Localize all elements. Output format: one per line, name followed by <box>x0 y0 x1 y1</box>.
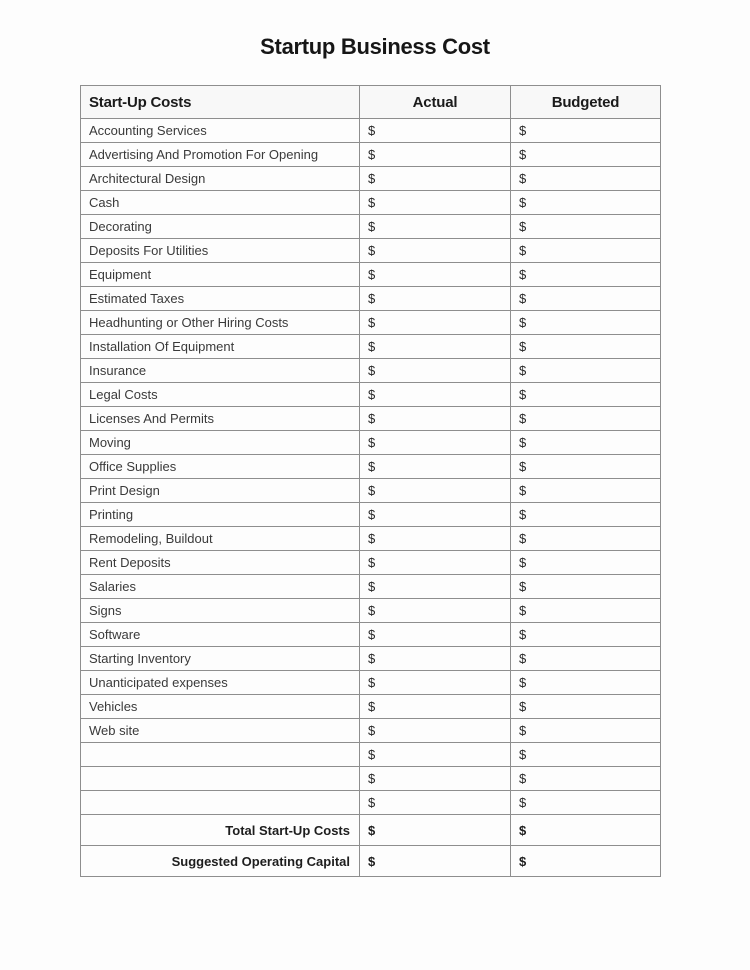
actual-amount-cell: $ <box>360 671 511 695</box>
actual-amount-cell: $ <box>360 407 511 431</box>
budgeted-amount-cell: $ <box>511 143 661 167</box>
page-title: Startup Business Cost <box>260 34 490 59</box>
budgeted-amount-cell: $ <box>511 791 661 815</box>
table-row <box>81 767 661 791</box>
cost-item-label: Printing <box>81 503 360 527</box>
table-row <box>81 383 661 407</box>
column-header-startup-costs: Start-Up Costs <box>81 86 360 119</box>
cost-item-label: Web site <box>81 719 360 743</box>
table-row <box>81 311 661 335</box>
actual-amount-cell: $ <box>360 575 511 599</box>
budgeted-amount-cell: $ <box>511 215 661 239</box>
actual-amount-cell: $ <box>360 383 511 407</box>
actual-amount-cell: $ <box>360 359 511 383</box>
cost-item-label: Licenses And Permits <box>81 407 360 431</box>
cost-rows-body <box>81 119 661 815</box>
actual-amount-cell: $ <box>360 647 511 671</box>
cost-item-label: Software <box>81 623 360 647</box>
actual-amount-cell: $ <box>360 431 511 455</box>
table-row <box>81 479 661 503</box>
table-row <box>81 143 661 167</box>
cost-item-label: Insurance <box>81 359 360 383</box>
cost-item-label: Starting Inventory <box>81 647 360 671</box>
budgeted-amount-cell: $ <box>511 743 661 767</box>
actual-amount-cell: $ <box>360 503 511 527</box>
actual-amount-cell: $ <box>360 551 511 575</box>
actual-amount-cell: $ <box>360 599 511 623</box>
table-row <box>81 263 661 287</box>
table-row <box>81 695 661 719</box>
actual-amount-cell: $ <box>360 791 511 815</box>
budgeted-amount-cell: $ <box>511 767 661 791</box>
table-row <box>81 575 661 599</box>
table-row <box>81 527 661 551</box>
actual-amount-cell: $ <box>360 287 511 311</box>
budgeted-amount-cell: $ <box>511 359 661 383</box>
table-row <box>81 455 661 479</box>
budgeted-amount-cell: $ <box>511 263 661 287</box>
budgeted-amount-cell: $ <box>511 455 661 479</box>
header-row <box>81 86 661 119</box>
table-row <box>81 287 661 311</box>
actual-amount-cell: $ <box>360 479 511 503</box>
column-header-budgeted: Budgeted <box>511 86 661 119</box>
budgeted-amount-cell: $ <box>511 479 661 503</box>
cost-item-label: Equipment <box>81 263 360 287</box>
actual-amount-cell: $ <box>360 191 511 215</box>
actual-amount-cell: $ <box>360 623 511 647</box>
total-row <box>81 815 661 846</box>
cost-item-label: Advertising And Promotion For Opening <box>81 143 360 167</box>
table-row <box>81 407 661 431</box>
total-actual-amount-cell: $ <box>360 846 511 877</box>
budgeted-amount-cell: $ <box>511 335 661 359</box>
actual-amount-cell: $ <box>360 167 511 191</box>
budgeted-amount-cell: $ <box>511 383 661 407</box>
table-row <box>81 167 661 191</box>
actual-amount-cell: $ <box>360 119 511 143</box>
table-row <box>81 599 661 623</box>
budgeted-amount-cell: $ <box>511 599 661 623</box>
cost-item-label: Deposits For Utilities <box>81 239 360 263</box>
cost-item-label: Moving <box>81 431 360 455</box>
table-row <box>81 239 661 263</box>
budgeted-amount-cell: $ <box>511 551 661 575</box>
actual-amount-cell: $ <box>360 527 511 551</box>
actual-amount-cell: $ <box>360 719 511 743</box>
table-row <box>81 551 661 575</box>
budgeted-amount-cell: $ <box>511 167 661 191</box>
cost-item-label <box>81 791 360 815</box>
actual-amount-cell: $ <box>360 455 511 479</box>
budgeted-amount-cell: $ <box>511 671 661 695</box>
table-row <box>81 191 661 215</box>
actual-amount-cell: $ <box>360 695 511 719</box>
budgeted-amount-cell: $ <box>511 119 661 143</box>
cost-item-label <box>81 743 360 767</box>
actual-amount-cell: $ <box>360 767 511 791</box>
budgeted-amount-cell: $ <box>511 311 661 335</box>
budgeted-amount-cell: $ <box>511 407 661 431</box>
cost-item-label: Installation Of Equipment <box>81 335 360 359</box>
cost-item-label: Unanticipated expenses <box>81 671 360 695</box>
cost-item-label: Rent Deposits <box>81 551 360 575</box>
budgeted-amount-cell: $ <box>511 623 661 647</box>
cost-item-label: Headhunting or Other Hiring Costs <box>81 311 360 335</box>
cost-item-label: Print Design <box>81 479 360 503</box>
actual-amount-cell: $ <box>360 239 511 263</box>
cost-item-label: Accounting Services <box>81 119 360 143</box>
budgeted-amount-cell: $ <box>511 503 661 527</box>
totals-body <box>81 815 661 877</box>
budgeted-amount-cell: $ <box>511 527 661 551</box>
budgeted-amount-cell: $ <box>511 239 661 263</box>
cost-item-label <box>81 767 360 791</box>
actual-amount-cell: $ <box>360 743 511 767</box>
startup-costs-table <box>80 85 661 877</box>
cost-item-label: Office Supplies <box>81 455 360 479</box>
budgeted-amount-cell: $ <box>511 647 661 671</box>
table-row <box>81 503 661 527</box>
table-row <box>81 623 661 647</box>
table-row <box>81 647 661 671</box>
column-header-actual: Actual <box>360 86 511 119</box>
cost-item-label: Remodeling, Buildout <box>81 527 360 551</box>
budgeted-amount-cell: $ <box>511 287 661 311</box>
actual-amount-cell: $ <box>360 311 511 335</box>
actual-amount-cell: $ <box>360 215 511 239</box>
budgeted-amount-cell: $ <box>511 719 661 743</box>
cost-item-label: Estimated Taxes <box>81 287 360 311</box>
budgeted-amount-cell: $ <box>511 191 661 215</box>
budgeted-amount-cell: $ <box>511 431 661 455</box>
table-row <box>81 335 661 359</box>
actual-amount-cell: $ <box>360 263 511 287</box>
total-row <box>81 846 661 877</box>
total-actual-amount-cell: $ <box>360 815 511 846</box>
cost-item-label: Salaries <box>81 575 360 599</box>
table-row <box>81 215 661 239</box>
cost-item-label: Architectural Design <box>81 167 360 191</box>
cost-item-label: Vehicles <box>81 695 360 719</box>
table-row <box>81 359 661 383</box>
total-row-label: Suggested Operating Capital <box>81 846 360 877</box>
total-row-label: Total Start-Up Costs <box>81 815 360 846</box>
table-row <box>81 431 661 455</box>
total-budgeted-amount-cell: $ <box>511 815 661 846</box>
cost-item-label: Cash <box>81 191 360 215</box>
total-budgeted-amount-cell: $ <box>511 846 661 877</box>
actual-amount-cell: $ <box>360 143 511 167</box>
budgeted-amount-cell: $ <box>511 575 661 599</box>
table-row <box>81 671 661 695</box>
actual-amount-cell: $ <box>360 335 511 359</box>
table-row <box>81 119 661 143</box>
cost-item-label: Signs <box>81 599 360 623</box>
table-row <box>81 791 661 815</box>
cost-item-label: Legal Costs <box>81 383 360 407</box>
table-row <box>81 719 661 743</box>
table-row <box>81 743 661 767</box>
budgeted-amount-cell: $ <box>511 695 661 719</box>
cost-item-label: Decorating <box>81 215 360 239</box>
